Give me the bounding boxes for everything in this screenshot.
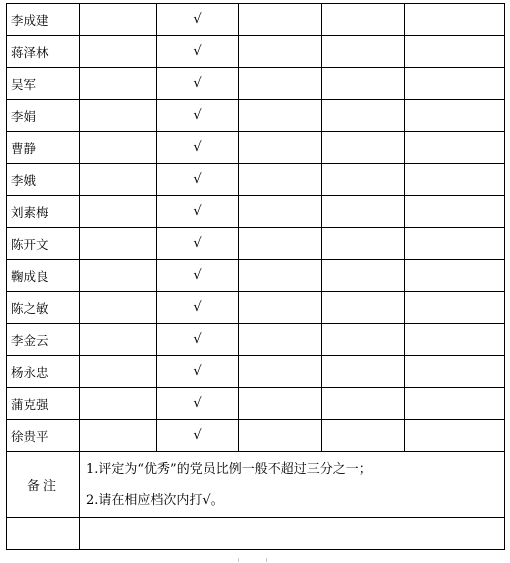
check-mark: √: [157, 292, 239, 324]
table-row: [7, 164, 505, 196]
member-name: 李金云: [7, 324, 80, 356]
notes-line-2: 2.请在相应档次内打√。: [86, 493, 224, 508]
rating-cell: [322, 260, 405, 292]
member-name: 李娟: [7, 100, 80, 132]
rating-cell: [239, 164, 322, 196]
rating-cell: [239, 4, 322, 36]
blank-cell: [80, 518, 505, 550]
table-row: [7, 100, 505, 132]
table-body: [7, 4, 505, 550]
member-name: 蒲克强: [7, 388, 80, 420]
evaluation-table: [6, 3, 505, 550]
table-row: [7, 4, 505, 36]
rating-cell: [239, 196, 322, 228]
rating-cell: [239, 68, 322, 100]
member-name: 陈开文: [7, 228, 80, 260]
rating-cell: [322, 292, 405, 324]
member-name: 陈之敏: [7, 292, 80, 324]
rating-cell: [239, 420, 322, 452]
rating-cell: [405, 4, 505, 36]
empty-cell: [80, 420, 157, 452]
rating-cell: [405, 68, 505, 100]
rating-cell: [322, 4, 405, 36]
empty-cell: [80, 324, 157, 356]
rating-cell: [322, 100, 405, 132]
table-row: [7, 260, 505, 292]
rating-cell: [322, 132, 405, 164]
notes-line-1: 1.评定为“优秀”的党员比例一般不超过三分之一；: [86, 462, 372, 477]
rating-cell: [322, 356, 405, 388]
rating-cell: [405, 228, 505, 260]
empty-cell: [80, 292, 157, 324]
rating-cell: [239, 132, 322, 164]
check-mark: √: [157, 356, 239, 388]
notes-label: 备注: [7, 452, 80, 518]
table-row: [7, 324, 505, 356]
rating-cell: [405, 292, 505, 324]
table-row: [7, 36, 505, 68]
table-row: [7, 132, 505, 164]
empty-cell: [80, 68, 157, 100]
check-mark: √: [157, 196, 239, 228]
rating-cell: [239, 36, 322, 68]
rating-cell: [322, 68, 405, 100]
check-mark: √: [157, 324, 239, 356]
member-name: 徐贵平: [7, 420, 80, 452]
check-mark: √: [157, 4, 239, 36]
check-mark: √: [157, 36, 239, 68]
rating-cell: [405, 100, 505, 132]
rating-cell: [239, 228, 322, 260]
rating-cell: [322, 388, 405, 420]
rating-cell: [405, 36, 505, 68]
member-name: 鞠成良: [7, 260, 80, 292]
rating-cell: [322, 228, 405, 260]
table-row: [7, 196, 505, 228]
check-mark: √: [157, 68, 239, 100]
check-mark: √: [157, 260, 239, 292]
rating-cell: [239, 324, 322, 356]
check-mark: √: [157, 388, 239, 420]
rating-cell: [405, 196, 505, 228]
rating-cell: [322, 196, 405, 228]
rating-cell: [239, 356, 322, 388]
member-name: 曹静: [7, 132, 80, 164]
empty-cell: [80, 100, 157, 132]
page-ruler-mark: [238, 558, 239, 562]
page-ruler-mark: [266, 558, 267, 562]
empty-cell: [80, 260, 157, 292]
check-mark: √: [157, 420, 239, 452]
rating-cell: [239, 100, 322, 132]
empty-cell: [80, 388, 157, 420]
blank-cell: [7, 518, 80, 550]
check-mark: √: [157, 132, 239, 164]
rating-cell: [405, 388, 505, 420]
rating-cell: [322, 164, 405, 196]
rating-cell: [405, 356, 505, 388]
member-name: 李娥: [7, 164, 80, 196]
rating-cell: [239, 260, 322, 292]
empty-cell: [80, 164, 157, 196]
empty-cell: [80, 196, 157, 228]
check-mark: √: [157, 164, 239, 196]
check-mark: √: [157, 228, 239, 260]
table-row: [7, 292, 505, 324]
table-row: [7, 228, 505, 260]
member-name: 蒋泽林: [7, 36, 80, 68]
empty-cell: [80, 4, 157, 36]
empty-cell: [80, 36, 157, 68]
empty-cell: [80, 132, 157, 164]
rating-cell: [405, 132, 505, 164]
rating-cell: [405, 324, 505, 356]
empty-cell: [80, 228, 157, 260]
table-row: [7, 388, 505, 420]
member-name: 李成建: [7, 4, 80, 36]
check-mark: √: [157, 100, 239, 132]
table-row: [7, 420, 505, 452]
rating-cell: [405, 420, 505, 452]
rating-cell: [322, 420, 405, 452]
empty-cell: [80, 356, 157, 388]
table-row: [7, 68, 505, 100]
table-row: [7, 356, 505, 388]
member-name: 杨永忠: [7, 356, 80, 388]
notes-content: [80, 452, 505, 518]
member-name: 刘素梅: [7, 196, 80, 228]
rating-cell: [405, 164, 505, 196]
rating-cell: [239, 292, 322, 324]
member-name: 吴军: [7, 68, 80, 100]
blank-row: [7, 518, 505, 550]
rating-cell: [322, 36, 405, 68]
rating-cell: [322, 324, 405, 356]
rating-cell: [405, 260, 505, 292]
rating-cell: [239, 388, 322, 420]
notes-row: [7, 452, 505, 518]
